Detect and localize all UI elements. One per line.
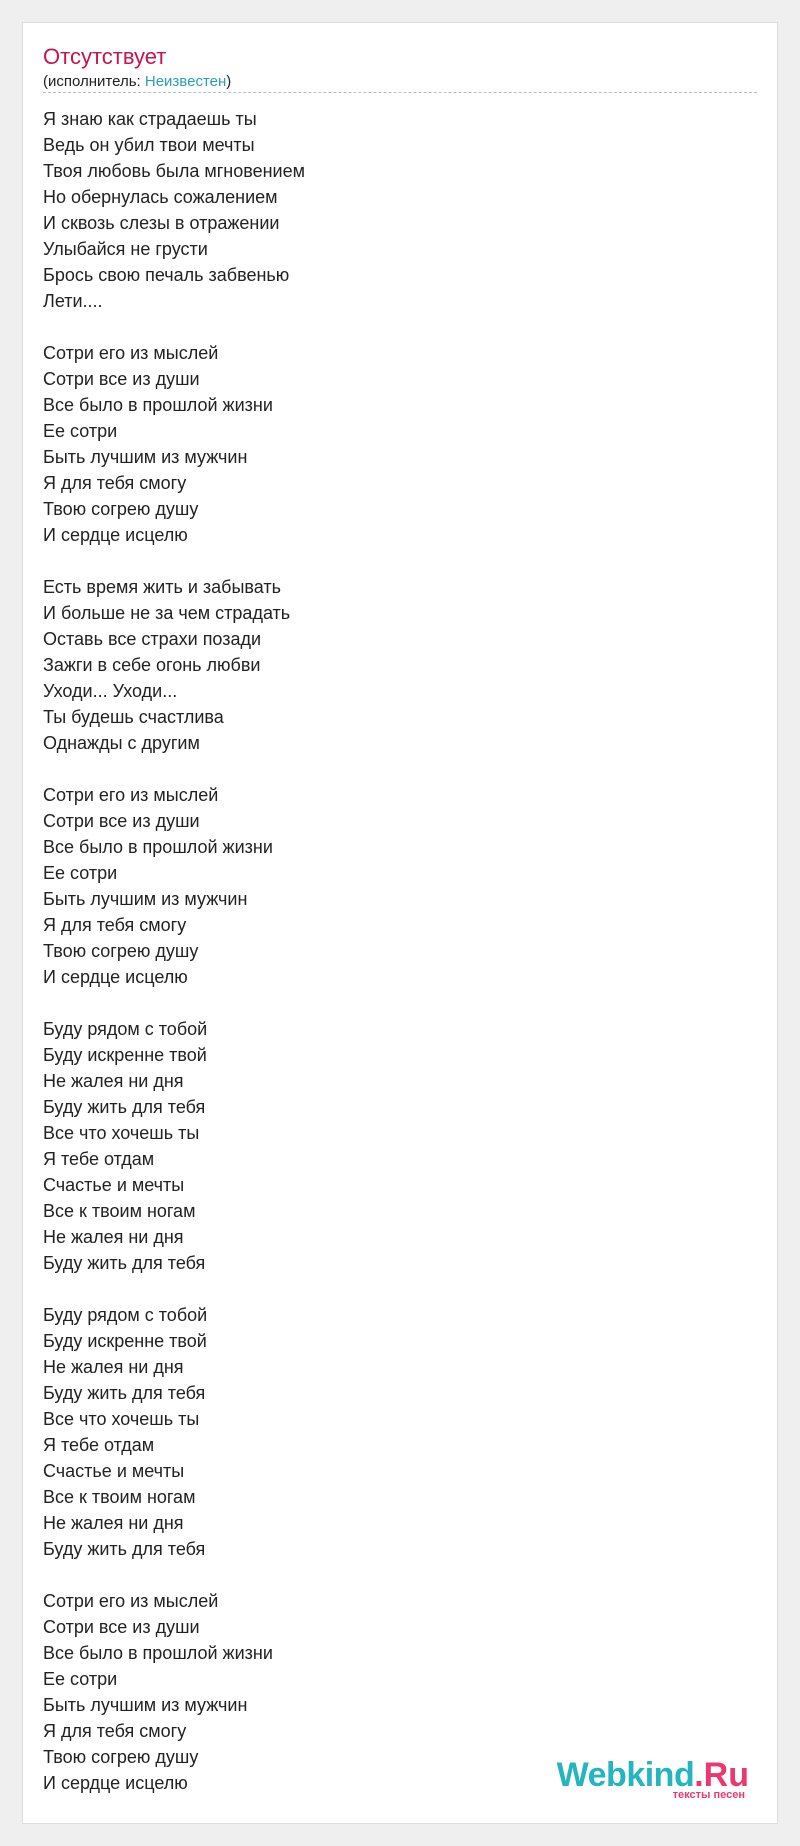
lyrics-line: Я знаю как страдаешь ты: [43, 109, 257, 129]
lyrics-line: И сквозь слезы в отражении: [43, 213, 280, 233]
lyrics-line: Есть время жить и забывать: [43, 577, 282, 597]
lyrics-line: Сотри все из души: [43, 369, 200, 389]
lyrics-line: Сотри все из души: [43, 1617, 200, 1637]
lyrics-line: Ее сотри: [43, 421, 118, 441]
lyrics-stanza: [43, 106, 743, 314]
lyrics-line: Буду рядом с тобой: [43, 1019, 208, 1039]
lyrics-line: Брось свою печаль забвенью: [43, 265, 290, 285]
lyrics-line: Все что хочешь ты: [43, 1123, 200, 1143]
lyrics-stanza: [43, 1302, 743, 1562]
lyrics-card: [22, 22, 778, 1824]
logo-tagline: тексты песен: [672, 1789, 745, 1801]
lyrics-line: Ее сотри: [43, 863, 118, 883]
lyrics-stanza: [43, 782, 743, 990]
lyrics-stanza: [43, 574, 743, 756]
lyrics-line: Твою согрею душу: [43, 941, 199, 961]
lyrics-line: Не жалея ни дня: [43, 1357, 184, 1377]
lyrics-line: Все было в прошлой жизни: [43, 1643, 273, 1663]
lyrics-line: Зажги в себе огонь любви: [43, 655, 261, 675]
lyrics-line: Не жалея ни дня: [43, 1227, 184, 1247]
lyrics-line: Быть лучшим из мужчин: [43, 447, 248, 467]
lyrics-line: Сотри все из души: [43, 811, 200, 831]
lyrics-line: Сотри его из мыслей: [43, 785, 219, 805]
artist-prefix: (исполнитель:: [43, 73, 145, 90]
lyrics-line: Но обернулась сожалением: [43, 187, 278, 207]
lyrics-line: И больше не за чем страдать: [43, 603, 291, 623]
lyrics-line: Сотри его из мыслей: [43, 343, 219, 363]
logo-domain: .Ru: [694, 1756, 749, 1794]
lyrics-line: Я для тебя смогу: [43, 915, 187, 935]
lyrics-line: Ведь он убил твои мечты: [43, 135, 255, 155]
lyrics-stanza: [43, 1016, 743, 1276]
lyrics-line: Буду жить для тебя: [43, 1539, 206, 1559]
lyrics-line: Твоя любовь была мгновением: [43, 161, 305, 181]
logo-wordmark: Webkind: [556, 1756, 695, 1794]
lyrics-line: Я для тебя смогу: [43, 1721, 187, 1741]
lyrics-line: Буду рядом с тобой: [43, 1305, 208, 1325]
lyrics-line: И сердце исцелю: [43, 525, 188, 545]
lyrics-line: Ее сотри: [43, 1669, 118, 1689]
lyrics-line: Твою согрею душу: [43, 499, 199, 519]
lyrics-line: Не жалея ни дня: [43, 1513, 184, 1533]
lyrics-line: Буду жить для тебя: [43, 1253, 206, 1273]
lyrics-line: Буду искренне твой: [43, 1331, 207, 1351]
artist-line: [43, 72, 757, 92]
lyrics-line: Я для тебя смогу: [43, 473, 187, 493]
song-header: [43, 44, 757, 92]
lyrics-line: Все к твоим ногам: [43, 1487, 196, 1507]
lyrics-line: Сотри его из мыслей: [43, 1591, 219, 1611]
lyrics-line: Однажды с другим: [43, 733, 200, 753]
lyrics-line: И сердце исцелю: [43, 1773, 188, 1793]
lyrics-text: [43, 106, 743, 1822]
lyrics-line: Буду жить для тебя: [43, 1097, 206, 1117]
lyrics-line: Улыбайся не грусти: [43, 239, 208, 259]
lyrics-line: Быть лучшим из мужчин: [43, 1695, 248, 1715]
lyrics-line: Я тебе отдам: [43, 1435, 155, 1455]
lyrics-line: Все было в прошлой жизни: [43, 395, 273, 415]
lyrics-line: Лети....: [43, 291, 103, 311]
lyrics-line: Быть лучшим из мужчин: [43, 889, 248, 909]
lyrics-line: Счастье и мечты: [43, 1461, 185, 1481]
lyrics-line: Не жалея ни дня: [43, 1071, 184, 1091]
lyrics-line: Буду жить для тебя: [43, 1383, 206, 1403]
lyrics-line: Буду искренне твой: [43, 1045, 207, 1065]
lyrics-line: Все что хочешь ты: [43, 1409, 200, 1429]
lyrics-line: Ты будешь счастлива: [43, 707, 224, 727]
lyrics-line: Все было в прошлой жизни: [43, 837, 273, 857]
lyrics-line: Я тебе отдам: [43, 1149, 155, 1169]
lyrics-line: И сердце исцелю: [43, 967, 188, 987]
webkind-logo[interactable]: [557, 1758, 749, 1801]
lyrics-line: Оставь все страхи позади: [43, 629, 262, 649]
lyrics-line: Счастье и мечты: [43, 1175, 185, 1195]
lyrics-stanza: [43, 340, 743, 548]
header-divider: [43, 92, 757, 93]
artist-link[interactable]: Неизвестен: [144, 73, 227, 90]
artist-suffix: ): [226, 73, 232, 90]
lyrics-line: Уходи... Уходи...: [43, 681, 178, 701]
song-title: Отсутствует: [43, 44, 167, 69]
lyrics-line: Твою согрею душу: [43, 1747, 199, 1767]
lyrics-line: Все к твоим ногам: [43, 1201, 196, 1221]
